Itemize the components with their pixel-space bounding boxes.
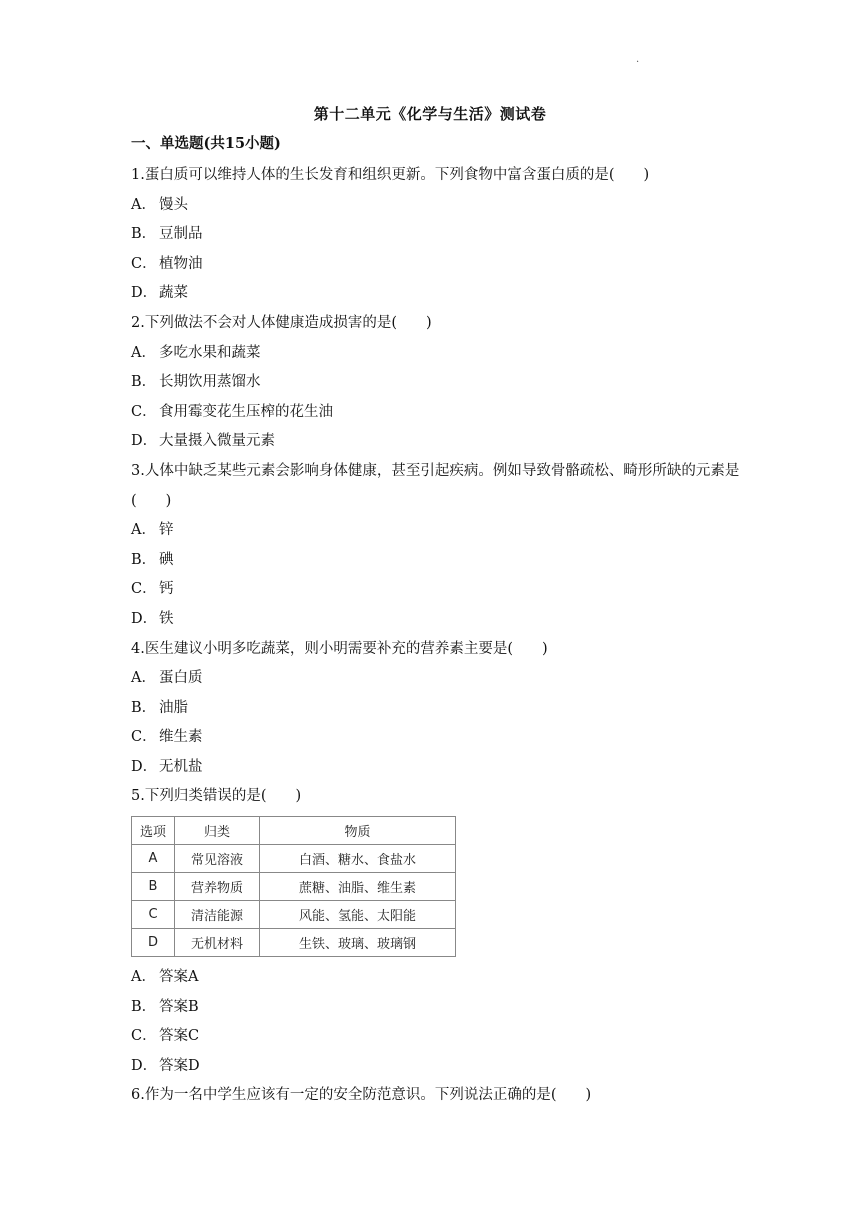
option-item: [131, 546, 741, 576]
table-header-cell: 归类: [175, 817, 260, 845]
table-cell: 蔗糖、油脂、维生素: [260, 873, 456, 901]
table-cell: A: [132, 845, 175, 873]
table-cell: 生铁、玻璃、玻璃钢: [260, 929, 456, 957]
option-item: [131, 427, 741, 457]
option-label: B．: [131, 551, 157, 568]
option-text: 维生素: [159, 729, 203, 746]
question-stem: 2.下列做法不会对人体健康造成损害的是( ): [131, 314, 432, 331]
option-text: 食用霉变花生压榨的花生油: [159, 403, 333, 420]
table-header-cell: 物质: [260, 817, 456, 845]
option-text: 钙: [159, 581, 174, 598]
option-label: A．: [131, 344, 156, 361]
option-label: C．: [131, 255, 157, 272]
option-text: 大量摄入微量元素: [159, 433, 275, 450]
table-cell: 无机材料: [175, 929, 260, 957]
table-cell: 常见溶液: [175, 845, 260, 873]
option-label: C．: [131, 1028, 157, 1045]
option-text: 答案D: [159, 1057, 200, 1074]
option-text: 多吃水果和蔬菜: [159, 344, 261, 361]
option-item: [131, 516, 741, 546]
option-label: B．: [131, 998, 157, 1015]
option-item: [131, 368, 741, 398]
table-cell: 风能、氢能、太阳能: [260, 901, 456, 929]
table-cell: D: [132, 929, 175, 957]
table-row: [132, 929, 456, 957]
option-label: D．: [131, 1057, 158, 1074]
option-text: 答案B: [159, 998, 199, 1015]
question-stem: 4.医生建议小明多吃蔬菜，则小明需要补充的营养素主要是( ): [131, 640, 548, 657]
page-title: 第十二单元《化学与生活》测试卷: [313, 105, 547, 123]
table-cell: B: [132, 873, 175, 901]
option-text: 蛋白质: [159, 670, 203, 687]
question-stem: 6.作为一名中学生应该有一定的安全防范意识。下列说法正确的是( ): [131, 1087, 592, 1104]
option-text: 蔬菜: [159, 285, 188, 302]
option-text: 无机盐: [159, 758, 203, 775]
option-label: D．: [131, 610, 158, 627]
table-row: [132, 901, 456, 929]
option-item: [131, 963, 741, 993]
option-text: 油脂: [159, 699, 188, 716]
option-label: B．: [131, 374, 157, 391]
table-row: [132, 845, 456, 873]
header-mark: .: [636, 54, 640, 65]
option-text: 答案C: [159, 1028, 200, 1045]
option-text: 铁: [159, 610, 174, 627]
table-cell: 清洁能源: [175, 901, 260, 929]
question-stem: 3.人体中缺乏某些元素会影响身体健康，甚至引起疾病。例如导致骨骼疏松、畸形所缺的元素是( ): [131, 462, 740, 509]
option-text: 答案A: [159, 969, 199, 986]
option-item: [131, 993, 741, 1023]
table-header-row: [132, 817, 456, 845]
option-label: B．: [131, 226, 157, 243]
option-label: C．: [131, 403, 157, 420]
classification-table: [131, 816, 456, 957]
table-cell: C: [132, 901, 175, 929]
option-label: D．: [131, 758, 158, 775]
section-heading: 一、单选题(共15小题): [131, 135, 281, 152]
option-item: [131, 220, 741, 250]
option-item: [131, 250, 741, 280]
table-cell: 营养物质: [175, 873, 260, 901]
option-label: A．: [131, 969, 156, 986]
question-list: [131, 161, 741, 1111]
option-label: D．: [131, 285, 158, 302]
question-stem: 5.下列归类错误的是( ): [131, 788, 302, 805]
option-item: [131, 664, 741, 694]
option-item: [131, 398, 741, 428]
option-text: 豆制品: [159, 226, 203, 243]
option-label: C．: [131, 581, 157, 598]
option-item: [131, 339, 741, 369]
option-label: D．: [131, 433, 158, 450]
option-item: [131, 694, 741, 724]
option-label: B．: [131, 699, 157, 716]
question-stem: 1.蛋白质可以维持人体的生长发育和组织更新。下列食物中富含蛋白质的是( ): [131, 167, 650, 183]
table-row: [132, 873, 456, 901]
table-cell: 白酒、糖水、食盐水: [260, 845, 456, 873]
option-item: [131, 1022, 741, 1052]
option-text: 长期饮用蒸馏水: [159, 374, 261, 391]
option-item: [131, 723, 741, 753]
option-item: [131, 279, 741, 309]
option-text: 馒头: [159, 196, 188, 213]
option-label: A．: [131, 670, 156, 687]
option-item: [131, 191, 741, 221]
table-header-cell: 选项: [132, 817, 175, 845]
option-text: 锌: [159, 522, 174, 539]
option-item: [131, 1052, 741, 1082]
option-item: [131, 605, 741, 635]
option-label: A．: [131, 522, 156, 539]
option-item: [131, 575, 741, 605]
option-label: C．: [131, 729, 157, 746]
option-item: [131, 753, 741, 783]
option-label: A．: [131, 196, 156, 213]
option-text: 植物油: [159, 255, 203, 272]
option-text: 碘: [159, 551, 174, 568]
